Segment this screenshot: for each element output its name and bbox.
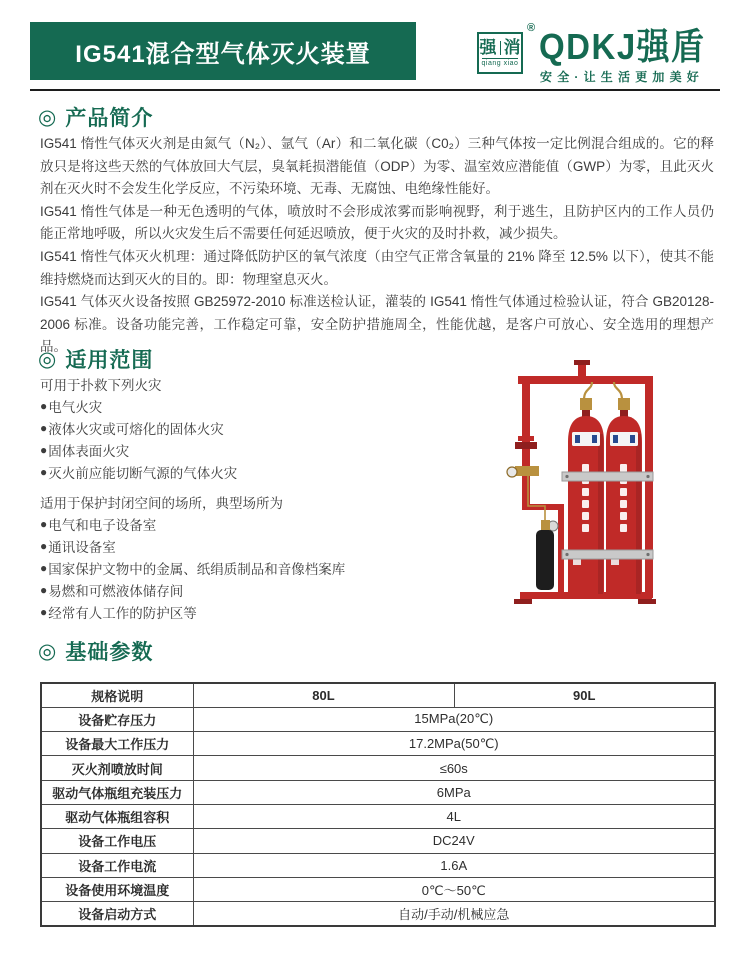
seal-char-2: 消 xyxy=(503,38,521,57)
bullet-icon: ● xyxy=(40,561,48,575)
brand-tagline: 安全·让生活更加美好 xyxy=(540,70,704,84)
list-item: ● 灭火前应能切断气源的气体火灾 xyxy=(40,465,238,481)
scope-list1-title: 可用于扑救下列火灾 xyxy=(40,378,162,393)
basic-parameters-table xyxy=(40,682,716,927)
agent-cylinders xyxy=(568,382,642,596)
bullet-icon: ● xyxy=(40,539,48,553)
section-title-text: 适用范围 xyxy=(65,349,154,372)
spec-80l-cell: 80L xyxy=(193,683,454,707)
header-divider xyxy=(30,89,720,91)
list-item: ● 液体火灾或可熔化的固体火灾 xyxy=(40,421,224,437)
table-row: 设备使用环境温度 0℃～50℃ xyxy=(41,877,715,901)
list-item: ● 固体表面火灾 xyxy=(40,443,130,459)
table-header-row xyxy=(41,683,715,707)
brand-wordmark: QDKJ强盾 xyxy=(539,25,706,67)
table-row: 设备工作电流 1.6A xyxy=(41,853,715,877)
table-row: 设备最大工作压力 17.2MPa(50℃) xyxy=(41,732,715,756)
table-row: 驱动气体瓶组容积 4L xyxy=(41,804,715,828)
list-item: ● 电气火灾 xyxy=(40,399,103,415)
table-row: 驱动气体瓶组充装压力 6MPa xyxy=(41,780,715,804)
spec-header-cell: 规格说明 xyxy=(41,683,193,707)
table-row: 灭火剂喷放时间 ≤60s xyxy=(41,756,715,780)
list-item: ● 经常有人工作的防护区等 xyxy=(40,605,197,621)
section-title-scope xyxy=(38,344,153,374)
bullet-icon: ● xyxy=(40,421,48,435)
bullet-icon: ● xyxy=(40,583,48,597)
list-gap xyxy=(40,483,508,491)
table-row: 设备贮存压力 15MPa(20℃) xyxy=(41,707,715,731)
section-marker-icon: ◎ xyxy=(38,639,57,663)
section-marker-icon: ◎ xyxy=(38,347,57,371)
page-title: IG541混合型气体灭火装置 xyxy=(30,22,416,80)
intro-paragraph: IG541 气体灭火设备按照 GB25972-2010 标准送检认证，灌装的 IG541 惰性气体通过检验认证，符合 GB20128-2006 标准。设备功能完善，工作稳定可靠，安全防护措施周全，性能优越，是客户可放心、安全选用的理想产品。 xyxy=(40,294,714,355)
bullet-icon: ● xyxy=(40,517,48,531)
product-image xyxy=(500,356,672,628)
intro-paragraph: IG541 惰性气体是一种无色透明的气体，喷放时不会形成浓雾而影响视野，利于逃生，且防护区内的工作人员仍能正常地呼吸，所以火灾发生后不需要任何延迟喷放，便于火灾的及时扑救，减少损失。 xyxy=(40,203,714,242)
bullet-icon: ● xyxy=(40,465,48,479)
section-title-params xyxy=(38,636,153,666)
section-title-intro xyxy=(38,102,153,132)
intro-paragraph: IG541 惰性气体灭火机理：通过降低防护区的氧气浓度（由空气正常含氧量的 21% 降至 12.5% 以下），使其不能维持燃烧而达到灭火的目的。即：物理窒息灭火。 xyxy=(40,248,714,287)
intro-paragraph: IG541 惰性气体灭火剂是由氮气（N₂）、氩气（Ar）和二氧化碳（C0₂）三种气体按一定比例混合组成的。它的释放只是将这些天然的气体放回大气层，臭氧耗损潜能值（ODP）为零、温室效应潜能值（GWP）为零，且此灭火剂在灭火时不会发生化学反应，不污染环境、无毒、无腐蚀、电绝缘性能好。 xyxy=(40,136,714,197)
seal-divider xyxy=(500,41,501,55)
seal-characters xyxy=(480,39,521,56)
bullet-icon: ● xyxy=(40,399,48,413)
seal-char-1: 强 xyxy=(479,38,497,57)
bullet-icon: ● xyxy=(40,605,48,619)
section-marker-icon: ◎ xyxy=(38,105,57,129)
section-title-text: 基础参数 xyxy=(65,641,154,664)
intro-paragraphs xyxy=(40,133,714,359)
list-item: ● 电气和电子设备室 xyxy=(40,517,157,533)
list-item: ● 国家保护文物中的金属、纸绢质制品和音像档案库 xyxy=(40,561,346,577)
table-row: 设备工作电压 DC24V xyxy=(41,829,715,853)
brand-logo xyxy=(475,22,725,84)
registered-trademark-icon: ® xyxy=(527,22,536,34)
qiangxiao-seal-logo xyxy=(477,32,523,74)
spec-90l-cell: 90L xyxy=(454,683,715,707)
bullet-icon: ● xyxy=(40,443,48,457)
drive-gas-cylinder xyxy=(536,520,558,590)
list-item: ● 易燃和可燃液体储存间 xyxy=(40,583,184,599)
table-row: 设备启动方式 自动/手动/机械应急 xyxy=(41,902,715,926)
scope-list2-title: 适用于保护封闭空间的场所，典型场所为 xyxy=(40,496,283,511)
seal-pinyin: qiang xiao xyxy=(481,60,519,67)
list-item: ● 通讯设备室 xyxy=(40,539,116,555)
scope-lists xyxy=(40,373,508,623)
section-title-text: 产品简介 xyxy=(65,107,154,130)
